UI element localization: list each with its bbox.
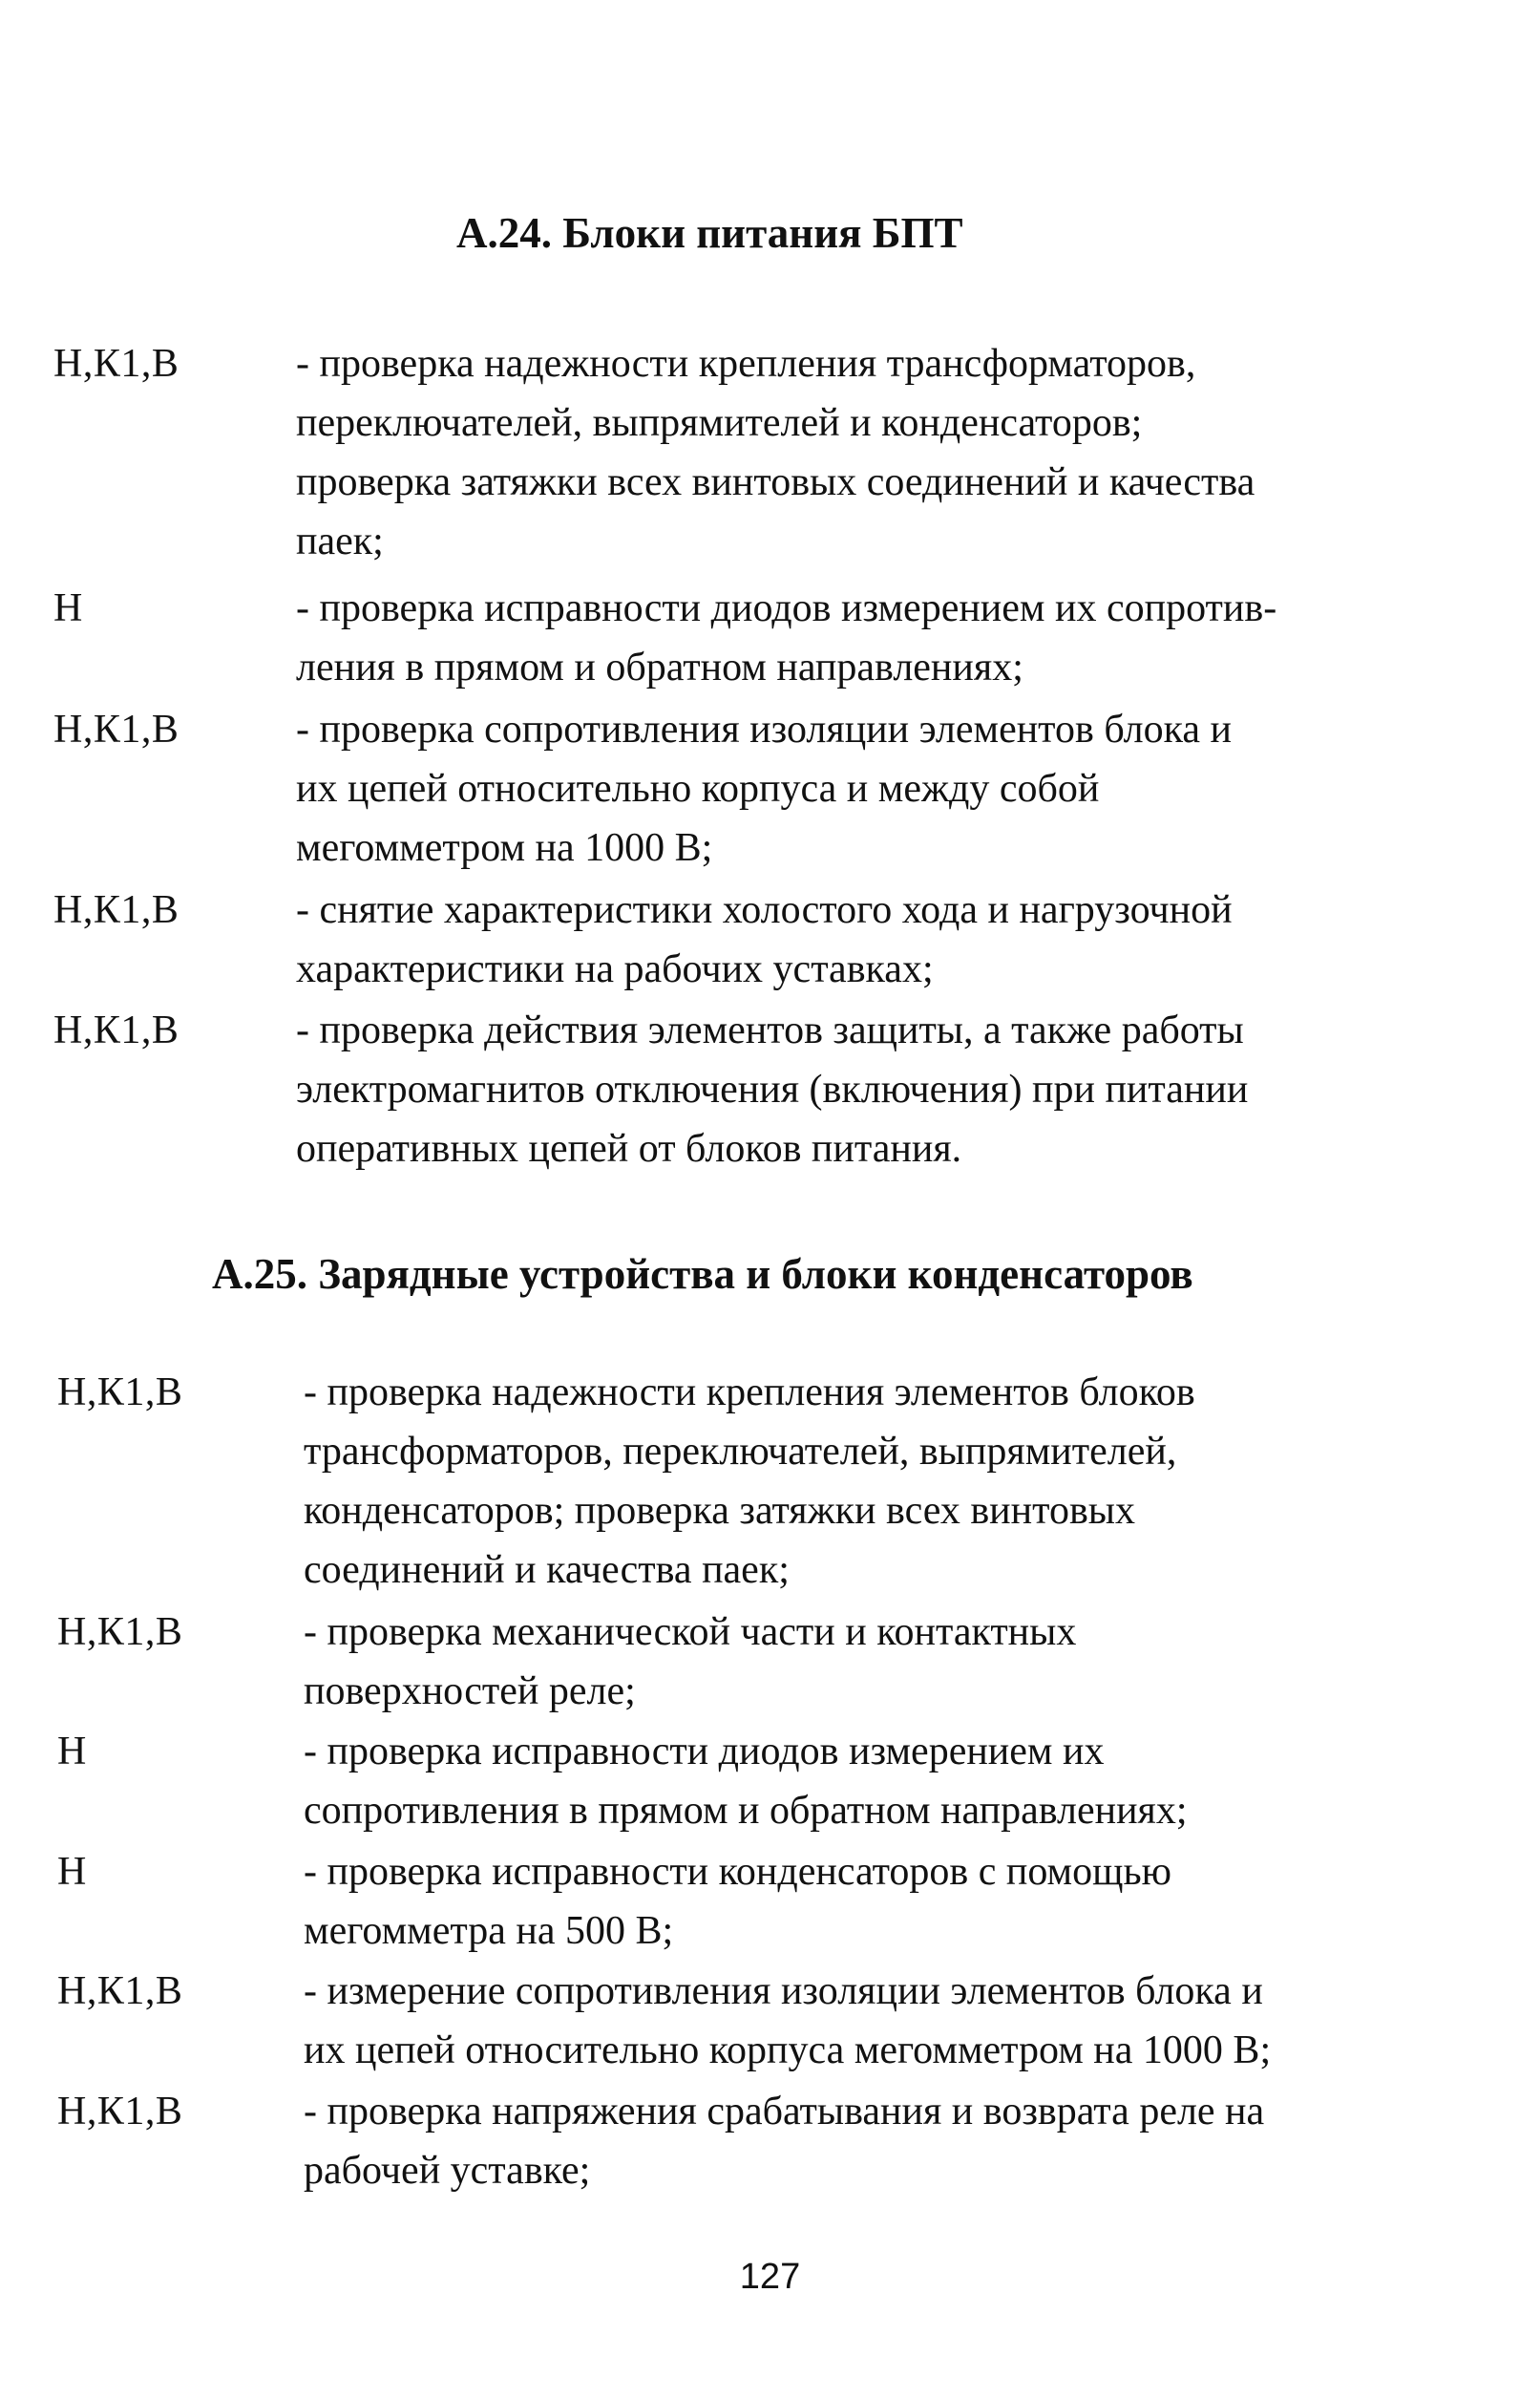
item-text: - проверка исправности диодов измерением их сопротивления в прямом и обратном направлениях; [304,1730,1188,1833]
item-code: Н,К1,В [57,1969,183,2013]
item-text: - проверка надежности крепления элементов блоков трансформаторов, переключателей, выпрямителей, конденсаторов; проверка затяжки всех винтовых соединений и качества паек; [304,1370,1195,1592]
item-text: - проверка исправности диодов измерением их сопротив- ления в прямом и обратном направлениях; [296,586,1277,690]
item-code: Н,К1,В [53,888,179,932]
item-text: - проверка исправности конденсаторов с помощью мегомметра на 500 В; [304,1850,1172,1953]
item-text: - проверка механической части и контактных поверхностей реле; [304,1610,1077,1713]
item-code: Н [57,1730,87,1773]
item-text: - проверка напряжения срабатывания и возврата реле на рабочей уставке; [304,2090,1265,2193]
item-code: Н,К1,В [53,342,179,386]
item-text: - измерение сопротивления изоляции элементов блока и их цепей относительно корпуса мегомметром на 1000 В; [304,1969,1272,2072]
item-text: - снятие характеристики холостого хода и нагрузочной характеристики на рабочих уставках; [296,888,1233,991]
item-code: Н,К1,В [53,708,179,752]
page-number: 127 [739,2257,801,2297]
item-code: Н [57,1850,87,1894]
item-text: - проверка действия элементов защиты, а также работы электромагнитов отключения (включения) при питании оперативных цепей от блоков питания. [296,1008,1249,1171]
item-code: Н,К1,В [57,1610,183,1654]
item-code: Н [53,586,83,630]
section-title-a25: А.25. Зарядные устройства и блоки конденсаторов [212,1250,1193,1298]
item-code: Н,К1,В [57,2090,183,2134]
item-text: - проверка сопротивления изоляции элементов блока и их цепей относительно корпуса и между собой мегомметром на 1000 В; [296,708,1232,870]
section-title-a24: А.24. Блоки питания БПТ [456,209,963,257]
item-code: Н,К1,В [57,1370,183,1414]
item-text: - проверка надежности крепления трансформаторов, переключателей, выпрямителей и конденсаторов; проверка затяжки всех винтовых соединений и качества паек; [296,342,1255,563]
item-code: Н,К1,В [53,1008,179,1052]
